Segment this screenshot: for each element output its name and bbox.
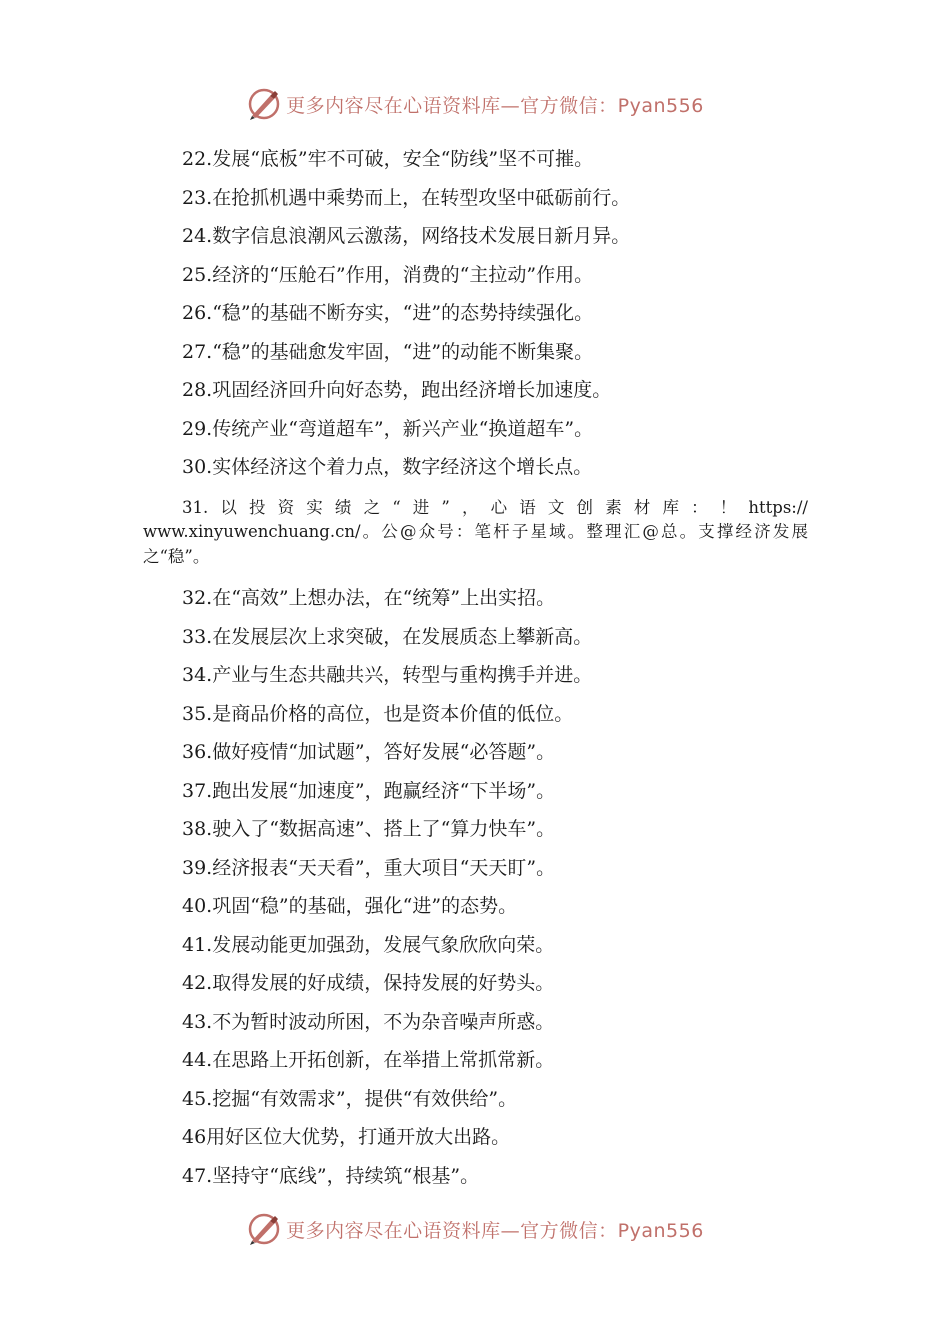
watermark-text: 更多内容尽在心语资料库—官方微信：Pyan556	[286, 94, 704, 117]
list-item: 38.驶入了“数据高速”、搭上了“算力快车”。	[182, 818, 556, 840]
item31-rest: www.xinyuwenchuang.cn/。公@众号：笔杆子星域。整理汇@总。支撑经济发展之“稳”。	[143, 522, 808, 566]
list-item: 44.在思路上开拓创新，在举措上常抓常新。	[182, 1049, 555, 1071]
list-item: 36.做好疫情“加试题”，答好发展“必答题”。	[182, 741, 556, 763]
list-item: 24.数字信息浪潮风云激荡，网络技术发展日新月异。	[182, 225, 631, 247]
list-item: 43.不为暂时波动所困，不为杂音噪声所惑。	[182, 1010, 555, 1033]
list-item: 45.挖掘“有效需求”，提供“有效供给”。	[182, 1087, 518, 1110]
list-item: 47.坚持守“底线”，持续筑“根基”。	[182, 1164, 480, 1187]
list-item: 42.取得发展的好成绩，保持发展的好势头。	[182, 972, 555, 994]
list-item: 27.“稳”的基础愈发牢固，“进”的动能不断集聚。	[182, 340, 594, 363]
list-item: 28.巩固经济回升向好态势，跑出经济增长加速度。	[182, 379, 612, 401]
item31-line1: 31.以投资实绩之“进”，心语文创素材库：！https://	[182, 497, 808, 517]
watermark-text: 更多内容尽在心语资料库—官方微信：Pyan556	[286, 1219, 704, 1242]
list-item: 25.经济的“压舱石”作用，消费的“主拉动”作用。	[182, 263, 594, 286]
list-item: 33.在发展层次上求突破，在发展质态上攀新高。	[182, 625, 593, 648]
pen-logo-icon	[246, 1211, 282, 1247]
list-item: 32.在“高效”上想办法，在“统筹”上出实招。	[182, 587, 556, 609]
pen-logo-icon	[246, 86, 282, 122]
list-item: 26.“稳”的基础不断夯实，“进”的态势持续强化。	[182, 302, 594, 324]
list-item: 22.发展“底板”牢不可破，安全“防线”坚不可摧。	[182, 148, 594, 170]
list-item: 46用好区位大优势，打通开放大出路。	[182, 1126, 511, 1148]
list-item: 41.发展动能更加强劲，发展气象欣欣向荣。	[182, 933, 555, 956]
list-item: 39.经济报表“天天看”，重大项目“天天盯”。	[182, 856, 556, 879]
document-body	[143, 140, 808, 1195]
footer-watermark	[0, 1209, 950, 1249]
list-item: 34.产业与生态共融共兴，转型与重构携手并进。	[182, 664, 593, 686]
list-item: 37.跑出发展“加速度”，跑赢经济“下半场”。	[182, 779, 556, 802]
header-watermark	[0, 84, 950, 124]
list-item: 29.传统产业“弯道超车”，新兴产业“换道超车”。	[182, 417, 594, 440]
list-item: 40.巩固“稳”的基础，强化“进”的态势。	[182, 895, 518, 917]
list-item: 35.是商品价格的高位，也是资本价值的低位。	[182, 702, 574, 725]
list-item: 30.实体经济这个着力点，数字经济这个增长点。	[182, 456, 593, 478]
list-item-31	[143, 496, 808, 570]
list-item: 23.在抢抓机遇中乘势而上，在转型攻坚中砥砺前行。	[182, 186, 631, 209]
